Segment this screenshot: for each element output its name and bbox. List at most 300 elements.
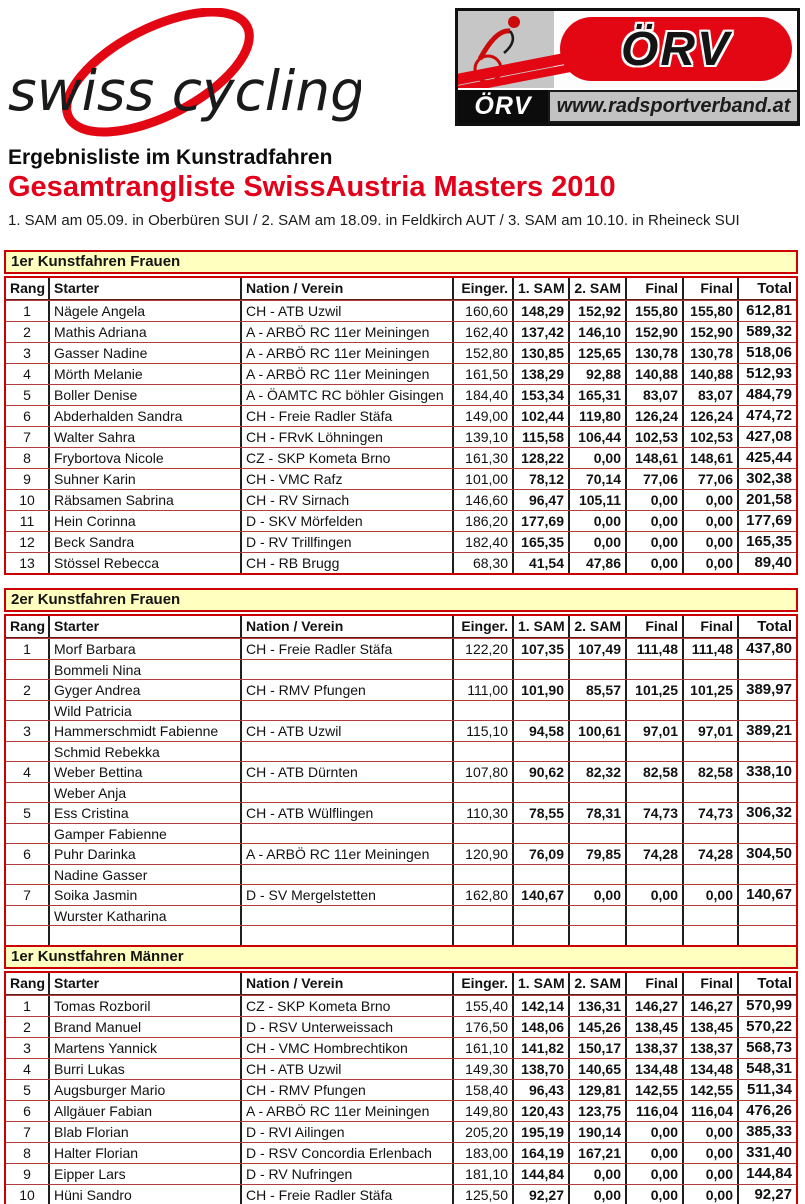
final2-cell: 138,45 bbox=[684, 1017, 739, 1037]
rank-cell: 4 bbox=[6, 1059, 50, 1079]
rank-cell bbox=[6, 660, 50, 680]
einger-cell bbox=[454, 701, 514, 721]
sam2-cell bbox=[570, 824, 627, 844]
final1-cell: 83,07 bbox=[627, 385, 684, 405]
sam2-cell bbox=[570, 926, 627, 946]
nation-cell: D - RV Trillfingen bbox=[242, 532, 454, 552]
sam2-cell: 140,65 bbox=[570, 1059, 627, 1079]
table-row bbox=[6, 761, 796, 782]
starter-cell: Gamper Fabienne bbox=[50, 824, 242, 844]
sam2-cell: 85,57 bbox=[570, 680, 627, 700]
nation-cell: CH - ATB Uzwil bbox=[242, 721, 454, 741]
starter-cell: Augsburger Mario bbox=[50, 1080, 242, 1100]
sam1-cell: 41,54 bbox=[514, 553, 570, 573]
starter-cell: Brand Manuel bbox=[50, 1017, 242, 1037]
starter-cell: Walter Sahra bbox=[50, 427, 242, 447]
column-header: Einger. bbox=[454, 973, 514, 994]
total-cell: 338,10 bbox=[746, 763, 792, 780]
final1-cell: 77,06 bbox=[627, 469, 684, 489]
final2-cell: 155,80 bbox=[684, 301, 739, 321]
final2-cell: 126,24 bbox=[684, 406, 739, 426]
column-header: Starter bbox=[50, 616, 242, 637]
oerv-bottom-wordmark: ÖRV bbox=[458, 90, 548, 123]
sam1-cell: 148,06 bbox=[514, 1017, 570, 1037]
nation-cell: A - ARBÖ RC 11er Meiningen bbox=[242, 364, 454, 384]
column-header: Einger. bbox=[454, 616, 514, 637]
sam1-cell: 141,82 bbox=[514, 1038, 570, 1058]
einger-cell: 176,50 bbox=[454, 1017, 514, 1037]
nation-cell: CZ - SKP Kometa Brno bbox=[242, 996, 454, 1016]
sam2-cell: 123,75 bbox=[570, 1101, 627, 1121]
sam2-cell: 70,14 bbox=[570, 469, 627, 489]
table-row bbox=[6, 1100, 796, 1121]
einger-cell: 149,30 bbox=[454, 1059, 514, 1079]
final1-cell: 116,04 bbox=[627, 1101, 684, 1121]
final2-cell: 0,00 bbox=[684, 490, 739, 510]
final1-cell: 0,00 bbox=[627, 553, 684, 573]
column-header: Total bbox=[757, 280, 792, 297]
nation-cell: CH - ATB Uzwil bbox=[242, 301, 454, 321]
sam2-cell: 106,44 bbox=[570, 427, 627, 447]
nation-cell: A - ARBÖ RC 11er Meiningen bbox=[242, 1101, 454, 1121]
column-header: Final bbox=[627, 973, 684, 994]
sam2-cell: 136,31 bbox=[570, 996, 627, 1016]
total-cell: 548,31 bbox=[746, 1060, 792, 1077]
sam1-cell: 130,85 bbox=[514, 343, 570, 363]
nation-cell: D - RVI Ailingen bbox=[242, 1122, 454, 1142]
table-row bbox=[6, 995, 796, 1016]
nation-cell: D - SKV Mörfelden bbox=[242, 511, 454, 531]
sam1-cell bbox=[514, 906, 570, 926]
sam1-cell bbox=[514, 824, 570, 844]
sam1-cell: 164,19 bbox=[514, 1143, 570, 1163]
sam2-cell: 167,21 bbox=[570, 1143, 627, 1163]
table-row bbox=[6, 447, 796, 468]
final2-cell bbox=[684, 783, 739, 803]
final1-cell: 140,88 bbox=[627, 364, 684, 384]
column-header: 1. SAM bbox=[514, 973, 570, 994]
sam2-cell: 190,14 bbox=[570, 1122, 627, 1142]
nation-cell: CH - Freie Radler Stäfa bbox=[242, 639, 454, 659]
document-subtitle: Gesamtrangliste SwissAustria Masters 2010 bbox=[8, 171, 616, 203]
final2-cell: 0,00 bbox=[684, 532, 739, 552]
final1-cell bbox=[627, 783, 684, 803]
nation-cell bbox=[242, 824, 454, 844]
einger-cell: 146,60 bbox=[454, 490, 514, 510]
sam2-cell: 107,49 bbox=[570, 639, 627, 659]
sam2-cell: 78,31 bbox=[570, 803, 627, 823]
einger-cell: 68,30 bbox=[454, 553, 514, 573]
final1-cell: 97,01 bbox=[627, 721, 684, 741]
einger-cell: 155,40 bbox=[454, 996, 514, 1016]
starter-cell: Halter Florian bbox=[50, 1143, 242, 1163]
sam2-cell: 79,85 bbox=[570, 844, 627, 864]
table-row bbox=[6, 342, 796, 363]
sam2-cell: 0,00 bbox=[570, 1185, 627, 1204]
einger-cell: 161,50 bbox=[454, 364, 514, 384]
einger-cell: 139,10 bbox=[454, 427, 514, 447]
sam2-cell: 82,32 bbox=[570, 762, 627, 782]
final2-cell bbox=[684, 824, 739, 844]
nation-cell bbox=[242, 906, 454, 926]
table-row bbox=[6, 468, 796, 489]
total-cell: 92,27 bbox=[754, 1186, 792, 1203]
starter-cell: Nadine Gasser bbox=[50, 865, 242, 885]
sam1-cell: 107,35 bbox=[514, 639, 570, 659]
final2-cell: 116,04 bbox=[684, 1101, 739, 1121]
column-header: 2. SAM bbox=[570, 973, 627, 994]
oerv-pill-wordmark: ÖRV bbox=[620, 22, 731, 76]
rank-cell: 7 bbox=[6, 885, 50, 905]
column-header: Final bbox=[627, 278, 684, 299]
table-row bbox=[6, 925, 796, 946]
nation-cell: CH - RB Brugg bbox=[242, 553, 454, 573]
rank-cell: 2 bbox=[6, 322, 50, 342]
final2-cell: 82,58 bbox=[684, 762, 739, 782]
starter-cell: Tomas Rozboril bbox=[50, 996, 242, 1016]
total-cell: 177,69 bbox=[746, 512, 792, 529]
rank-cell: 3 bbox=[6, 721, 50, 741]
sam1-cell: 128,22 bbox=[514, 448, 570, 468]
rank-cell: 2 bbox=[6, 1017, 50, 1037]
sam2-cell bbox=[570, 906, 627, 926]
total-cell: 389,21 bbox=[746, 722, 792, 739]
starter-cell: Ess Cristina bbox=[50, 803, 242, 823]
sam1-cell: 195,19 bbox=[514, 1122, 570, 1142]
table-row bbox=[6, 802, 796, 823]
total-cell: 306,32 bbox=[746, 804, 792, 821]
total-cell: 589,32 bbox=[746, 323, 792, 340]
rank-cell bbox=[6, 865, 50, 885]
einger-cell: 110,30 bbox=[454, 803, 514, 823]
sam1-cell: 92,27 bbox=[514, 1185, 570, 1204]
final1-cell: 101,25 bbox=[627, 680, 684, 700]
total-cell: 144,84 bbox=[746, 1165, 792, 1182]
total-cell: 612,81 bbox=[746, 302, 792, 319]
final2-cell: 74,28 bbox=[684, 844, 739, 864]
final1-cell: 74,73 bbox=[627, 803, 684, 823]
sam2-cell: 0,00 bbox=[570, 511, 627, 531]
oerv-logo bbox=[455, 8, 800, 126]
table-header-row bbox=[6, 973, 796, 995]
oerv-website-url: www.radsportverband.at bbox=[548, 90, 797, 123]
total-cell bbox=[739, 701, 796, 721]
rank-cell bbox=[6, 701, 50, 721]
final2-cell: 77,06 bbox=[684, 469, 739, 489]
sam2-cell: 0,00 bbox=[570, 532, 627, 552]
total-cell: 89,40 bbox=[754, 554, 792, 571]
table-row bbox=[6, 1079, 796, 1100]
einger-cell bbox=[454, 926, 514, 946]
final2-cell: 0,00 bbox=[684, 1185, 739, 1204]
sam2-cell: 0,00 bbox=[570, 448, 627, 468]
final2-cell: 97,01 bbox=[684, 721, 739, 741]
final1-cell: 0,00 bbox=[627, 490, 684, 510]
final2-cell bbox=[684, 865, 739, 885]
swiss-cycling-wordmark: swiss cycling bbox=[8, 59, 361, 123]
rank-cell: 3 bbox=[6, 1038, 50, 1058]
total-cell bbox=[739, 906, 796, 926]
rank-cell: 12 bbox=[6, 532, 50, 552]
document-title: Ergebnisliste im Kunstradfahren bbox=[8, 146, 333, 169]
nation-cell: CH - ATB Dürnten bbox=[242, 762, 454, 782]
table-row bbox=[6, 700, 796, 721]
final1-cell: 126,24 bbox=[627, 406, 684, 426]
rank-cell: 6 bbox=[6, 406, 50, 426]
einger-cell: 149,00 bbox=[454, 406, 514, 426]
results-table bbox=[4, 614, 798, 948]
sam1-cell: 177,69 bbox=[514, 511, 570, 531]
table-title-bar: 2er Kunstfahren Frauen bbox=[4, 588, 798, 612]
total-cell bbox=[739, 783, 796, 803]
einger-cell bbox=[454, 660, 514, 680]
nation-cell bbox=[242, 660, 454, 680]
table-row bbox=[6, 321, 796, 342]
column-header: 2. SAM bbox=[570, 278, 627, 299]
final1-cell: 0,00 bbox=[627, 1143, 684, 1163]
final1-cell: 142,55 bbox=[627, 1080, 684, 1100]
nation-cell: CH - ATB Uzwil bbox=[242, 1059, 454, 1079]
einger-cell bbox=[454, 742, 514, 762]
rank-cell: 1 bbox=[6, 301, 50, 321]
final1-cell: 0,00 bbox=[627, 1122, 684, 1142]
final1-cell: 138,37 bbox=[627, 1038, 684, 1058]
nation-cell bbox=[242, 742, 454, 762]
total-cell: 476,26 bbox=[746, 1102, 792, 1119]
table-1er-kunstfahren-maenner bbox=[4, 945, 798, 1204]
table-row bbox=[6, 823, 796, 844]
table-row bbox=[6, 1163, 796, 1184]
starter-cell: Räbsamen Sabrina bbox=[50, 490, 242, 510]
nation-cell: CH - RMV Pfungen bbox=[242, 1080, 454, 1100]
final1-cell bbox=[627, 701, 684, 721]
rank-cell: 3 bbox=[6, 343, 50, 363]
rank-cell: 11 bbox=[6, 511, 50, 531]
table-row bbox=[6, 1142, 796, 1163]
sam1-cell: 165,35 bbox=[514, 532, 570, 552]
nation-cell: A - ARBÖ RC 11er Meiningen bbox=[242, 844, 454, 864]
rank-cell: 7 bbox=[6, 1122, 50, 1142]
starter-cell: Soika Jasmin bbox=[50, 885, 242, 905]
starter-cell bbox=[50, 926, 242, 946]
final2-cell: 111,48 bbox=[684, 639, 739, 659]
sam1-cell: 101,90 bbox=[514, 680, 570, 700]
final1-cell: 152,90 bbox=[627, 322, 684, 342]
sam1-cell: 115,58 bbox=[514, 427, 570, 447]
starter-cell: Nägele Angela bbox=[50, 301, 242, 321]
column-header: Final bbox=[627, 616, 684, 637]
total-cell bbox=[739, 865, 796, 885]
final2-cell bbox=[684, 701, 739, 721]
nation-cell bbox=[242, 926, 454, 946]
total-cell: 427,08 bbox=[746, 428, 792, 445]
sam1-cell bbox=[514, 701, 570, 721]
total-cell: 568,73 bbox=[746, 1039, 792, 1056]
sam1-cell: 120,43 bbox=[514, 1101, 570, 1121]
total-cell bbox=[739, 660, 796, 680]
starter-cell: Stössel Rebecca bbox=[50, 553, 242, 573]
einger-cell: 186,20 bbox=[454, 511, 514, 531]
final1-cell: 0,00 bbox=[627, 532, 684, 552]
sam2-cell: 129,81 bbox=[570, 1080, 627, 1100]
final1-cell: 0,00 bbox=[627, 511, 684, 531]
einger-cell bbox=[454, 906, 514, 926]
nation-cell: CH - FRvK Löhningen bbox=[242, 427, 454, 447]
nation-cell: D - RSV Unterweissach bbox=[242, 1017, 454, 1037]
final2-cell: 0,00 bbox=[684, 1143, 739, 1163]
sam2-cell: 0,00 bbox=[570, 1164, 627, 1184]
total-cell: 304,50 bbox=[746, 845, 792, 862]
rank-cell bbox=[6, 824, 50, 844]
final1-cell: 155,80 bbox=[627, 301, 684, 321]
sam2-cell: 119,80 bbox=[570, 406, 627, 426]
final1-cell: 0,00 bbox=[627, 885, 684, 905]
starter-cell: Beck Sandra bbox=[50, 532, 242, 552]
rank-cell: 13 bbox=[6, 553, 50, 573]
final2-cell: 134,48 bbox=[684, 1059, 739, 1079]
final2-cell: 101,25 bbox=[684, 680, 739, 700]
sam2-cell bbox=[570, 865, 627, 885]
table-row bbox=[6, 659, 796, 680]
einger-cell: 111,00 bbox=[454, 680, 514, 700]
total-cell: 518,06 bbox=[746, 344, 792, 361]
column-header: Nation / Verein bbox=[242, 616, 454, 637]
final2-cell: 0,00 bbox=[684, 511, 739, 531]
table-row bbox=[6, 1037, 796, 1058]
sam2-cell bbox=[570, 660, 627, 680]
einger-cell: 162,80 bbox=[454, 885, 514, 905]
rank-cell: 5 bbox=[6, 1080, 50, 1100]
final1-cell: 111,48 bbox=[627, 639, 684, 659]
results-table bbox=[4, 971, 798, 1204]
table-row bbox=[6, 552, 796, 573]
rank-cell: 10 bbox=[6, 490, 50, 510]
starter-cell: Morf Barbara bbox=[50, 639, 242, 659]
total-cell: 201,58 bbox=[746, 491, 792, 508]
table-row bbox=[6, 1184, 796, 1204]
einger-cell: 122,20 bbox=[454, 639, 514, 659]
final2-cell bbox=[684, 906, 739, 926]
sam2-cell bbox=[570, 701, 627, 721]
sam1-cell: 78,12 bbox=[514, 469, 570, 489]
total-cell: 331,40 bbox=[746, 1144, 792, 1161]
sam1-cell bbox=[514, 926, 570, 946]
table-row bbox=[6, 426, 796, 447]
starter-cell: Wurster Katharina bbox=[50, 906, 242, 926]
column-header: Starter bbox=[50, 278, 242, 299]
table-row bbox=[6, 741, 796, 762]
einger-cell bbox=[454, 783, 514, 803]
rank-cell: 2 bbox=[6, 680, 50, 700]
starter-cell: Puhr Darinka bbox=[50, 844, 242, 864]
sam2-cell bbox=[570, 742, 627, 762]
table-row bbox=[6, 405, 796, 426]
oerv-logo-main bbox=[458, 11, 797, 88]
starter-cell: Allgäuer Fabian bbox=[50, 1101, 242, 1121]
final2-cell: 102,53 bbox=[684, 427, 739, 447]
final2-cell: 142,55 bbox=[684, 1080, 739, 1100]
einger-cell: 149,80 bbox=[454, 1101, 514, 1121]
total-cell: 165,35 bbox=[746, 533, 792, 550]
final1-cell bbox=[627, 824, 684, 844]
rank-cell: 10 bbox=[6, 1185, 50, 1204]
sam1-cell: 138,70 bbox=[514, 1059, 570, 1079]
sam1-cell bbox=[514, 660, 570, 680]
total-cell: 570,22 bbox=[746, 1018, 792, 1035]
einger-cell: 120,90 bbox=[454, 844, 514, 864]
total-cell bbox=[739, 742, 796, 762]
rank-cell bbox=[6, 742, 50, 762]
nation-cell: D - SV Mergelstetten bbox=[242, 885, 454, 905]
final2-cell: 148,61 bbox=[684, 448, 739, 468]
nation-cell: CZ - SKP Kometa Brno bbox=[242, 448, 454, 468]
total-cell: 302,38 bbox=[746, 470, 792, 487]
column-header: Final bbox=[684, 973, 739, 994]
einger-cell: 107,80 bbox=[454, 762, 514, 782]
final2-cell: 0,00 bbox=[684, 885, 739, 905]
sam2-cell: 125,65 bbox=[570, 343, 627, 363]
table-row bbox=[6, 1016, 796, 1037]
starter-cell: Mörth Melanie bbox=[50, 364, 242, 384]
column-header: Total bbox=[757, 618, 792, 635]
table-row bbox=[6, 363, 796, 384]
sam2-cell: 150,17 bbox=[570, 1038, 627, 1058]
table-row bbox=[6, 384, 796, 405]
starter-cell: Weber Anja bbox=[50, 783, 242, 803]
table-row bbox=[6, 905, 796, 926]
nation-cell: A - ARBÖ RC 11er Meiningen bbox=[242, 343, 454, 363]
einger-cell: 182,40 bbox=[454, 532, 514, 552]
sam1-cell: 138,29 bbox=[514, 364, 570, 384]
table-header-row bbox=[6, 616, 796, 638]
table-title-bar: 1er Kunstfahren Männer bbox=[4, 945, 798, 969]
starter-cell: Eipper Lars bbox=[50, 1164, 242, 1184]
total-cell bbox=[739, 926, 796, 946]
column-header: Nation / Verein bbox=[242, 973, 454, 994]
results-table bbox=[4, 276, 798, 575]
total-cell: 385,33 bbox=[746, 1123, 792, 1140]
final1-cell bbox=[627, 742, 684, 762]
sam1-cell: 144,84 bbox=[514, 1164, 570, 1184]
final2-cell bbox=[684, 660, 739, 680]
sam2-cell: 152,92 bbox=[570, 301, 627, 321]
final2-cell: 0,00 bbox=[684, 1122, 739, 1142]
einger-cell bbox=[454, 865, 514, 885]
einger-cell: 101,00 bbox=[454, 469, 514, 489]
total-cell: 511,34 bbox=[746, 1081, 792, 1098]
sam2-cell bbox=[570, 783, 627, 803]
sam2-cell: 0,00 bbox=[570, 885, 627, 905]
nation-cell: D - RSV Concordia Erlenbach bbox=[242, 1143, 454, 1163]
nation-cell: CH - ATB Wülflingen bbox=[242, 803, 454, 823]
column-header: 1. SAM bbox=[514, 278, 570, 299]
column-header: Final bbox=[684, 616, 739, 637]
starter-cell: Hammerschmidt Fabienne bbox=[50, 721, 242, 741]
sam1-cell bbox=[514, 865, 570, 885]
sam1-cell: 102,44 bbox=[514, 406, 570, 426]
final1-cell bbox=[627, 926, 684, 946]
einger-cell: 183,00 bbox=[454, 1143, 514, 1163]
einger-cell: 115,10 bbox=[454, 721, 514, 741]
nation-cell bbox=[242, 783, 454, 803]
starter-cell: Wild Patricia bbox=[50, 701, 242, 721]
sam1-cell bbox=[514, 742, 570, 762]
einger-cell: 162,40 bbox=[454, 322, 514, 342]
sam1-cell: 137,42 bbox=[514, 322, 570, 342]
einger-cell: 184,40 bbox=[454, 385, 514, 405]
rank-cell: 1 bbox=[6, 639, 50, 659]
rank-cell: 1 bbox=[6, 996, 50, 1016]
